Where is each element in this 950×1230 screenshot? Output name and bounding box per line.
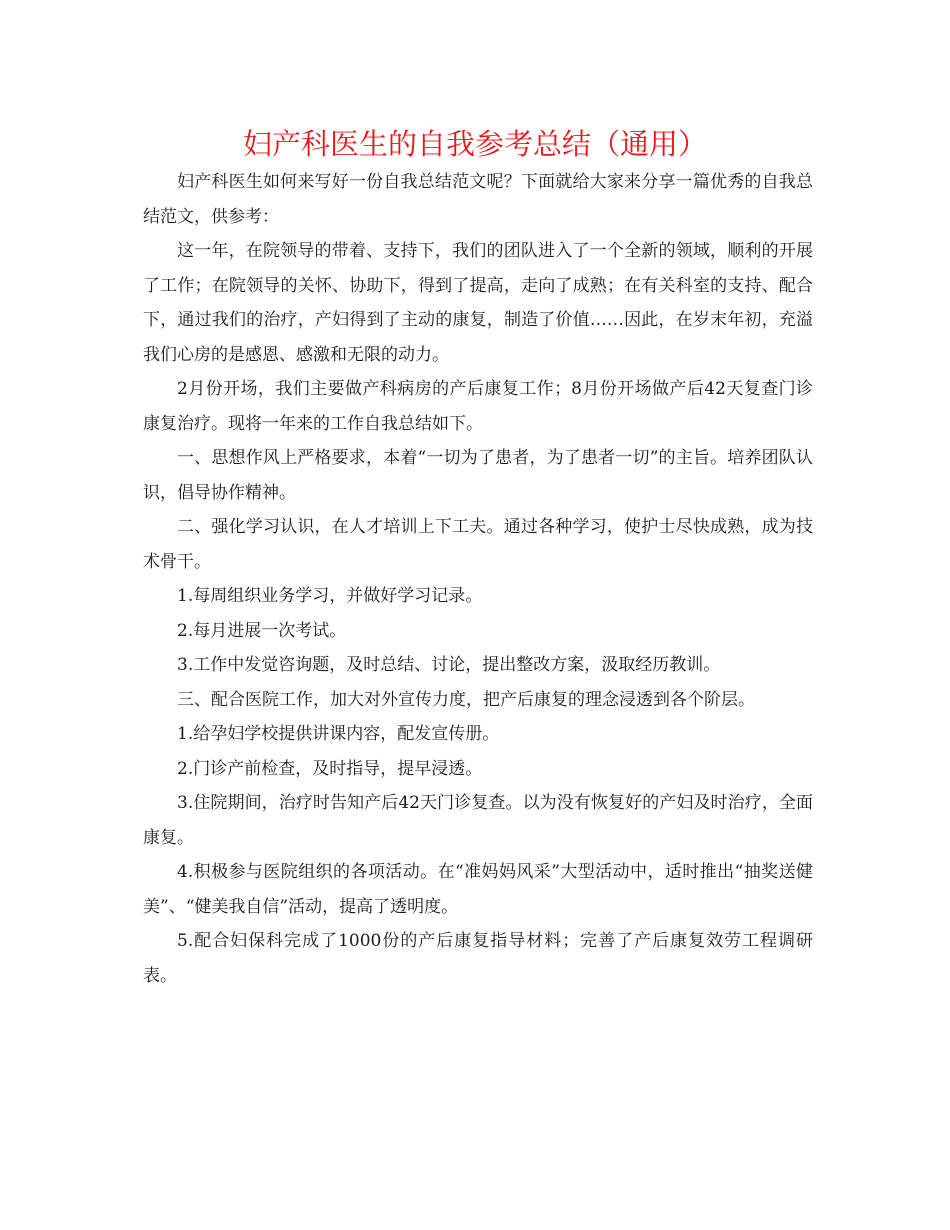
section-heading-2: 二、强化学习认识，在人才培训上下工夫。通过各种学习，使护士尽快成熟，成为技术骨干。 — [143, 517, 813, 572]
paragraph-work-scope: 2月份开场，我们主要做产科病房的产后康复工作；8月份开场做产后42天复查门诊康复治疗。现将一年来的工作自我总结如下。 — [143, 379, 813, 434]
list-item: 2.每月进展一次考试。 — [177, 620, 347, 641]
list-item: 5.配合妇保科完成了1000份的产后康复指导材料；完善了产后康复效劳工程调研表。 — [143, 931, 813, 986]
paragraph-overview: 这一年，在院领导的带着、支持下，我们的团队进入了一个全新的领域，顺利的开展了工作；在院领导的关怀、协助下，得到了提高，走向了成熟；在有关科室的支持、配合下，通过我们的治疗，产妇得到了主动的康复，制造了价值……因此，在岁末年初，充溢我们心房的是感恩、感激和无限的动力。 — [143, 241, 813, 365]
list-item: 3.住院期间，治疗时告知产后42天门诊复查。以为没有恢复好的产妇及时治疗，全面康复。 — [143, 793, 813, 848]
list-item: 1.给孕妇学校提供讲课内容，配发宣传册。 — [177, 724, 500, 744]
document-title: 妇产科医生的自我参考总结（通用） — [242, 127, 707, 161]
list-item: 3.工作中发觉咨询题，及时总结、讨论，提出整改方案，汲取经历教训。 — [177, 655, 721, 675]
paragraph-intro: 妇产科医生如何来写好一份自我总结范文呢？下面就给大家来分享一篇优秀的自我总结范文，供参考： — [143, 172, 813, 227]
list-item: 1.每周组织业务学习，并做好学习记录。 — [177, 586, 483, 606]
section-heading-1: 一、思想作风上严格要求，本着“一切为了患者，为了患者一切”的主旨。培养团队认识，倡导协作精神。 — [143, 448, 813, 503]
list-item: 2.门诊产前检查，及时指导，提早浸透。 — [177, 758, 483, 779]
list-item: 4.积极参与医院组织的各项活动。在“准妈妈风采”大型活动中，适时推出“抽奖送健美”、“健美我自信”活动，提高了透明度。 — [143, 862, 813, 917]
document-body — [143, 165, 813, 993]
section-heading-3: 三、配合医院工作，加大对外宣传力度，把产后康复的理念浸透到各个阶层。 — [177, 689, 755, 710]
